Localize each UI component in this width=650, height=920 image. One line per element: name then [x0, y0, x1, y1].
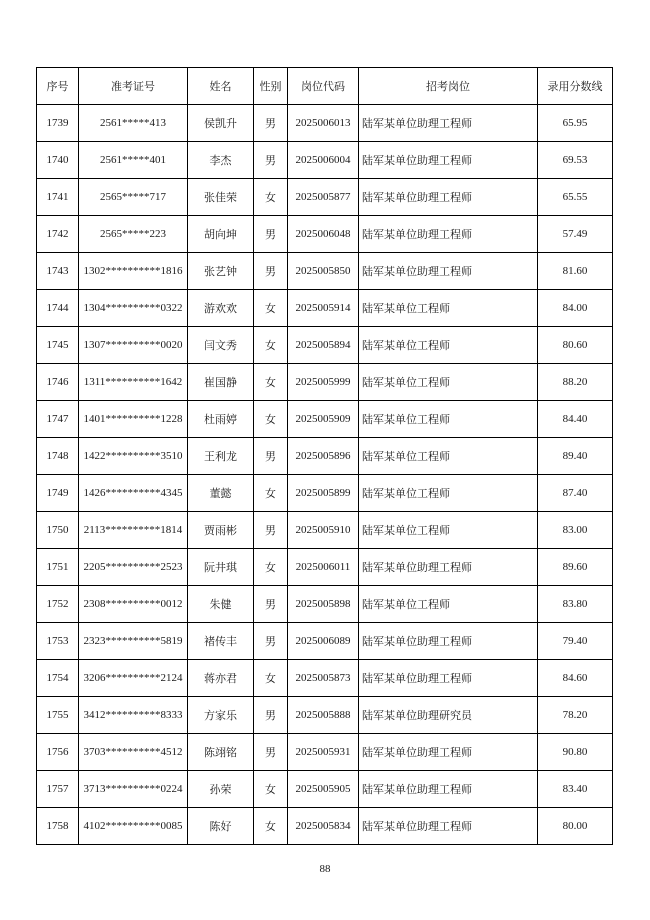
table-row	[37, 179, 613, 216]
table-cell-gender: 女	[254, 549, 288, 586]
table-row	[37, 549, 613, 586]
table-cell-position-code: 2025005899	[288, 475, 359, 512]
table-cell-position-code: 2025005914	[288, 290, 359, 327]
table-cell-index: 1758	[37, 808, 79, 845]
table-cell-position: 陆军某单位助理工程师	[359, 216, 538, 253]
table-cell-score-line: 90.80	[538, 734, 613, 771]
table-cell-index: 1750	[37, 512, 79, 549]
table-cell-score-line: 84.60	[538, 660, 613, 697]
table-row	[37, 734, 613, 771]
table-cell-index: 1742	[37, 216, 79, 253]
table-cell-score-line: 84.40	[538, 401, 613, 438]
table-cell-position: 陆军某单位工程师	[359, 327, 538, 364]
table-cell-position: 陆军某单位工程师	[359, 475, 538, 512]
table-cell-position: 陆军某单位助理工程师	[359, 623, 538, 660]
table-cell-gender: 女	[254, 660, 288, 697]
table-cell-name: 王利龙	[188, 438, 254, 475]
table-cell-position-code: 2025005931	[288, 734, 359, 771]
table-cell-ticket-no: 2565*****717	[79, 179, 188, 216]
table-row	[37, 105, 613, 142]
table-cell-gender: 女	[254, 290, 288, 327]
table-cell-position: 陆军某单位助理工程师	[359, 660, 538, 697]
table-row	[37, 697, 613, 734]
table-cell-name: 陈翊铭	[188, 734, 254, 771]
table-cell-ticket-no: 2561*****401	[79, 142, 188, 179]
table-header	[37, 68, 613, 105]
table-cell-score-line: 80.00	[538, 808, 613, 845]
table-cell-score-line: 65.55	[538, 179, 613, 216]
table-cell-index: 1756	[37, 734, 79, 771]
table-row	[37, 327, 613, 364]
table-cell-gender: 女	[254, 364, 288, 401]
table-cell-position-code: 2025005877	[288, 179, 359, 216]
table-cell-index: 1746	[37, 364, 79, 401]
table-cell-name: 张艺钟	[188, 253, 254, 290]
table-cell-index: 1748	[37, 438, 79, 475]
header-cell-name: 姓名	[188, 68, 254, 105]
table-row	[37, 364, 613, 401]
table-cell-position-code: 2025005910	[288, 512, 359, 549]
table-cell-index: 1744	[37, 290, 79, 327]
table-cell-name: 崔国静	[188, 364, 254, 401]
table-cell-gender: 男	[254, 216, 288, 253]
table-cell-ticket-no: 3703**********4512	[79, 734, 188, 771]
table-cell-position: 陆军某单位助理研究员	[359, 697, 538, 734]
table-cell-index: 1751	[37, 549, 79, 586]
table-cell-position: 陆军某单位工程师	[359, 512, 538, 549]
table-row	[37, 660, 613, 697]
table-cell-ticket-no: 2205**********2523	[79, 549, 188, 586]
table-cell-score-line: 69.53	[538, 142, 613, 179]
table-cell-position: 陆军某单位助理工程师	[359, 734, 538, 771]
table-cell-name: 李杰	[188, 142, 254, 179]
table-cell-score-line: 89.60	[538, 549, 613, 586]
table-cell-score-line: 79.40	[538, 623, 613, 660]
table-row	[37, 512, 613, 549]
table-cell-index: 1739	[37, 105, 79, 142]
table-row	[37, 290, 613, 327]
table-cell-ticket-no: 4102**********0085	[79, 808, 188, 845]
table-cell-gender: 男	[254, 697, 288, 734]
table-cell-position: 陆军某单位助理工程师	[359, 253, 538, 290]
table-cell-position: 陆军某单位助理工程师	[359, 808, 538, 845]
table-cell-index: 1740	[37, 142, 79, 179]
table-cell-position-code: 2025006089	[288, 623, 359, 660]
table-cell-score-line: 87.40	[538, 475, 613, 512]
table-cell-name: 朱健	[188, 586, 254, 623]
table-row	[37, 771, 613, 808]
table-cell-gender: 男	[254, 105, 288, 142]
table-cell-position-code: 2025006048	[288, 216, 359, 253]
table-cell-position: 陆军某单位工程师	[359, 364, 538, 401]
table-cell-index: 1754	[37, 660, 79, 697]
table-cell-gender: 男	[254, 734, 288, 771]
table-cell-index: 1757	[37, 771, 79, 808]
table-cell-gender: 男	[254, 623, 288, 660]
table-cell-position-code: 2025006011	[288, 549, 359, 586]
table-cell-gender: 女	[254, 327, 288, 364]
table-row	[37, 401, 613, 438]
table-cell-gender: 男	[254, 512, 288, 549]
table-cell-position: 陆军某单位助理工程师	[359, 142, 538, 179]
table-cell-position-code: 2025005896	[288, 438, 359, 475]
table-body	[37, 105, 613, 845]
header-cell-score-line: 录用分数线	[538, 68, 613, 105]
table-cell-ticket-no: 2113**********1814	[79, 512, 188, 549]
table-cell-name: 方家乐	[188, 697, 254, 734]
header-cell-gender: 性别	[254, 68, 288, 105]
table-cell-score-line: 81.60	[538, 253, 613, 290]
table-cell-position-code: 2025005888	[288, 697, 359, 734]
table-cell-index: 1752	[37, 586, 79, 623]
table-cell-score-line: 83.80	[538, 586, 613, 623]
table-cell-position-code: 2025005873	[288, 660, 359, 697]
table-cell-ticket-no: 3412**********8333	[79, 697, 188, 734]
admission-score-table	[36, 67, 613, 845]
table-cell-ticket-no: 1401**********1228	[79, 401, 188, 438]
table-cell-position: 陆军某单位工程师	[359, 438, 538, 475]
table-cell-score-line: 57.49	[538, 216, 613, 253]
table-cell-score-line: 83.40	[538, 771, 613, 808]
table-row	[37, 253, 613, 290]
table-cell-score-line: 78.20	[538, 697, 613, 734]
table-cell-name: 张佳荣	[188, 179, 254, 216]
table-cell-name: 蒋亦君	[188, 660, 254, 697]
table-cell-index: 1755	[37, 697, 79, 734]
table-cell-score-line: 84.00	[538, 290, 613, 327]
table-cell-index: 1749	[37, 475, 79, 512]
table-cell-name: 游欢欢	[188, 290, 254, 327]
table-cell-position: 陆军某单位工程师	[359, 401, 538, 438]
table-cell-ticket-no: 2308**********0012	[79, 586, 188, 623]
table-cell-score-line: 89.40	[538, 438, 613, 475]
table-cell-position-code: 2025005894	[288, 327, 359, 364]
table-cell-index: 1741	[37, 179, 79, 216]
table-cell-index: 1753	[37, 623, 79, 660]
table-cell-ticket-no: 2565*****223	[79, 216, 188, 253]
table-cell-position: 陆军某单位工程师	[359, 586, 538, 623]
table-cell-position-code: 2025005850	[288, 253, 359, 290]
table-cell-score-line: 83.00	[538, 512, 613, 549]
table-cell-position: 陆军某单位助理工程师	[359, 179, 538, 216]
table-cell-index: 1745	[37, 327, 79, 364]
table-cell-gender: 女	[254, 771, 288, 808]
table-cell-gender: 女	[254, 401, 288, 438]
table-cell-position: 陆军某单位助理工程师	[359, 549, 538, 586]
table-cell-ticket-no: 3206**********2124	[79, 660, 188, 697]
table-row	[37, 216, 613, 253]
table-row	[37, 438, 613, 475]
table-cell-position: 陆军某单位工程师	[359, 290, 538, 327]
table-row	[37, 142, 613, 179]
table-cell-ticket-no: 1426**********4345	[79, 475, 188, 512]
table-cell-gender: 男	[254, 586, 288, 623]
table-row	[37, 475, 613, 512]
header-cell-position: 招考岗位	[359, 68, 538, 105]
table-cell-name: 胡向坤	[188, 216, 254, 253]
table-row	[37, 808, 613, 845]
table-cell-position: 陆军某单位助理工程师	[359, 105, 538, 142]
table-cell-gender: 男	[254, 142, 288, 179]
table-header-row	[37, 68, 613, 105]
table-cell-name: 褚传丰	[188, 623, 254, 660]
table-cell-ticket-no: 1311**********1642	[79, 364, 188, 401]
table-cell-gender: 女	[254, 179, 288, 216]
table-cell-name: 阮井琪	[188, 549, 254, 586]
table-cell-ticket-no: 1307**********0020	[79, 327, 188, 364]
table-cell-position-code: 2025005909	[288, 401, 359, 438]
table-cell-position-code: 2025005898	[288, 586, 359, 623]
table-cell-gender: 女	[254, 475, 288, 512]
table-cell-ticket-no: 1302**********1816	[79, 253, 188, 290]
table-cell-ticket-no: 2561*****413	[79, 105, 188, 142]
table-cell-position-code: 2025006004	[288, 142, 359, 179]
table-cell-name: 董懿	[188, 475, 254, 512]
table-cell-name: 陈好	[188, 808, 254, 845]
table-cell-position-code: 2025005999	[288, 364, 359, 401]
table-row	[37, 623, 613, 660]
table-cell-name: 孙荣	[188, 771, 254, 808]
header-cell-position-code: 岗位代码	[288, 68, 359, 105]
table-cell-ticket-no: 3713**********0224	[79, 771, 188, 808]
table-cell-gender: 男	[254, 438, 288, 475]
table-cell-name: 侯凯升	[188, 105, 254, 142]
table-cell-ticket-no: 2323**********5819	[79, 623, 188, 660]
table-cell-index: 1747	[37, 401, 79, 438]
table-cell-gender: 男	[254, 253, 288, 290]
table-cell-position-code: 2025005905	[288, 771, 359, 808]
table-cell-index: 1743	[37, 253, 79, 290]
table-cell-position: 陆军某单位助理工程师	[359, 771, 538, 808]
page-number: 88	[319, 863, 331, 875]
header-cell-ticket-no: 准考证号	[79, 68, 188, 105]
table-cell-position-code: 2025005834	[288, 808, 359, 845]
table-cell-gender: 女	[254, 808, 288, 845]
table-row	[37, 586, 613, 623]
table-cell-name: 杜雨婷	[188, 401, 254, 438]
table-cell-name: 闫文秀	[188, 327, 254, 364]
table-cell-score-line: 80.60	[538, 327, 613, 364]
header-cell-index: 序号	[37, 68, 79, 105]
table-cell-position-code: 2025006013	[288, 105, 359, 142]
table-cell-score-line: 88.20	[538, 364, 613, 401]
table-cell-name: 贾雨彬	[188, 512, 254, 549]
table-cell-ticket-no: 1422**********3510	[79, 438, 188, 475]
table-cell-score-line: 65.95	[538, 105, 613, 142]
table-cell-ticket-no: 1304**********0322	[79, 290, 188, 327]
